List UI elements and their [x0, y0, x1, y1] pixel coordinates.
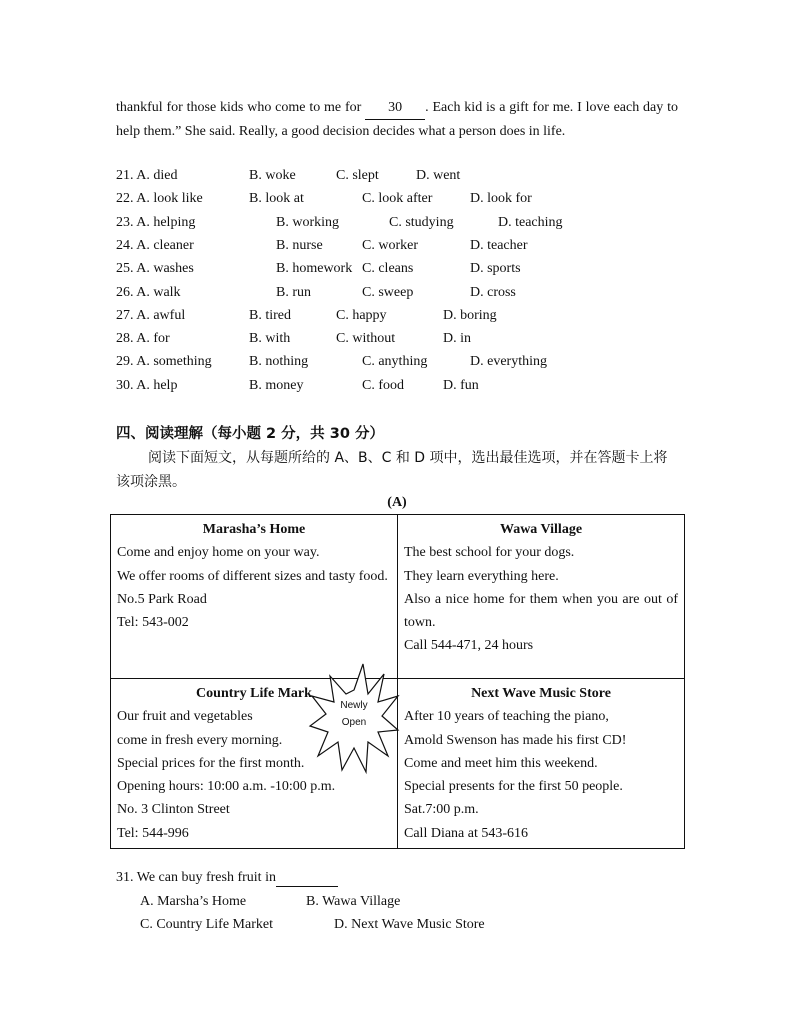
cloze-option-a: 22. A. look like: [116, 191, 203, 207]
ad-line: We offer rooms of different sizes and tasty food.: [117, 568, 388, 584]
ad-line: Special prices for the first month.: [117, 755, 305, 771]
ad-line: come in fresh every morning.: [117, 732, 283, 748]
option-b: B. Wawa Village: [306, 894, 401, 909]
ad-line: Sat.7:00 p.m.: [404, 802, 479, 818]
ad-music-store: [398, 679, 685, 849]
ad-title: Next Wave Music Store: [471, 686, 611, 701]
ad-line: They learn everything here.: [404, 568, 559, 584]
cloze-option-c: C. anything: [362, 354, 428, 370]
cloze-option-c: C. cleans: [362, 261, 414, 277]
cloze-option-a: 23. A. helping: [116, 214, 196, 230]
option-d: D. Next Wave Music Store: [334, 917, 485, 932]
cloze-option-d: D. look for: [470, 191, 532, 207]
ad-title: Marasha’s Home: [202, 522, 306, 537]
cloze-option-a: 27. A. awful: [116, 307, 186, 323]
passage-label: (A): [387, 495, 407, 510]
ad-line: Tel: 544-996: [117, 825, 189, 841]
cloze-passage-tail: [116, 96, 678, 144]
ad-marasha: [111, 515, 398, 679]
cloze-option-d: D. in: [443, 331, 471, 347]
cloze-option-d: D. went: [416, 168, 461, 183]
ad-line: Call Diana at 543-616: [404, 825, 529, 841]
ad-line: Special presents for the first 50 people.: [404, 779, 623, 795]
ad-line: Amold Swenson has made his first CD!: [404, 732, 627, 748]
cloze-option-a: 25. A. washes: [116, 261, 194, 277]
cloze-option-d: D. cross: [470, 284, 516, 300]
newly-open-starburst: [308, 660, 400, 778]
passage-text-after: . Each kid is a gift for me. I love each day to help them.” She said. Really, a good decision decides what a person does in life.: [116, 100, 678, 140]
cloze-option-d: D. sports: [470, 261, 521, 277]
ad-line: Call 544-471, 24 hours: [404, 638, 534, 654]
cloze-option-b: B. nurse: [276, 237, 323, 253]
answer-blank: [276, 870, 338, 887]
cloze-option-a: 30. A. help: [116, 377, 178, 393]
cloze-option-b: B. money: [249, 377, 304, 393]
section-instruction: 阅读下面短文，从每题所给的 A、B、C 和 D 项中，选出最佳选项，并在答题卡上将该项涂黑。: [116, 450, 668, 490]
question-stem: 31. We can buy fresh fruit in: [116, 870, 276, 885]
cloze-option-b: B. with: [249, 331, 291, 347]
ad-title: Country Life Mark: [196, 686, 312, 701]
cloze-option-d: D. fun: [443, 377, 479, 393]
option-a: A. Marsha’s Home: [140, 894, 247, 909]
section-title: 四、阅读理解（每小题 2 分，共 30 分）: [116, 426, 384, 442]
cloze-option-a: 24. A. cleaner: [116, 237, 194, 253]
cloze-option-c: C. worker: [362, 237, 418, 253]
cloze-option-b: B. working: [276, 214, 339, 230]
cloze-option-b: B. look at: [249, 191, 304, 207]
option-c: C. Country Life Market: [140, 917, 273, 932]
ad-line: Our fruit and vegetables: [117, 709, 253, 725]
cloze-option-b: B. tired: [249, 307, 291, 323]
ad-line: After 10 years of teaching the piano,: [404, 709, 609, 725]
cloze-option-b: B. nothing: [249, 354, 309, 370]
passage-text-before: thankful for those kids who come to me for: [116, 100, 366, 115]
cloze-option-d: D. teaching: [498, 214, 563, 230]
ad-line: Tel: 543-002: [117, 615, 189, 631]
cloze-option-b: B. run: [276, 284, 311, 300]
cloze-option-b: B. woke: [249, 168, 296, 183]
cloze-option-a: 28. A. for: [116, 331, 170, 347]
ad-title: Wawa Village: [499, 522, 583, 537]
ad-line: Opening hours: 10:00 a.m. -10:00 p.m.: [117, 779, 336, 795]
cloze-option-b: B. homework: [276, 261, 353, 277]
cloze-option-d: D. boring: [443, 307, 497, 323]
ad-line: No. 3 Clinton Street: [117, 802, 230, 818]
question-31: [116, 870, 338, 887]
cloze-option-c: C. slept: [336, 168, 379, 183]
cloze-option-c: C. happy: [336, 307, 387, 323]
cloze-option-a: 26. A. walk: [116, 284, 181, 300]
ad-wawa: [398, 515, 685, 679]
cloze-option-a: 21. A. died: [116, 168, 178, 183]
cloze-option-c: C. look after: [362, 191, 433, 207]
cloze-option-c: C. without: [336, 331, 396, 347]
ad-line: Also a nice home for them when you are out of town.: [404, 591, 678, 631]
cloze-option-c: C. sweep: [362, 284, 414, 300]
blank-30: 30: [365, 96, 425, 120]
ad-line: Come and meet him this weekend.: [404, 755, 598, 771]
cloze-option-d: D. everything: [470, 354, 547, 370]
cloze-option-c: C. studying: [389, 214, 454, 230]
cloze-option-d: D. teacher: [470, 237, 528, 253]
ad-line: The best school for your dogs.: [404, 545, 575, 561]
cloze-option-a: 29. A. something: [116, 354, 212, 370]
ad-line: Come and enjoy home on your way.: [117, 545, 320, 561]
cloze-option-c: C. food: [362, 377, 404, 393]
badge-open: Open: [341, 717, 367, 728]
badge-newly: Newly: [340, 700, 368, 711]
ad-line: No.5 Park Road: [117, 591, 207, 607]
